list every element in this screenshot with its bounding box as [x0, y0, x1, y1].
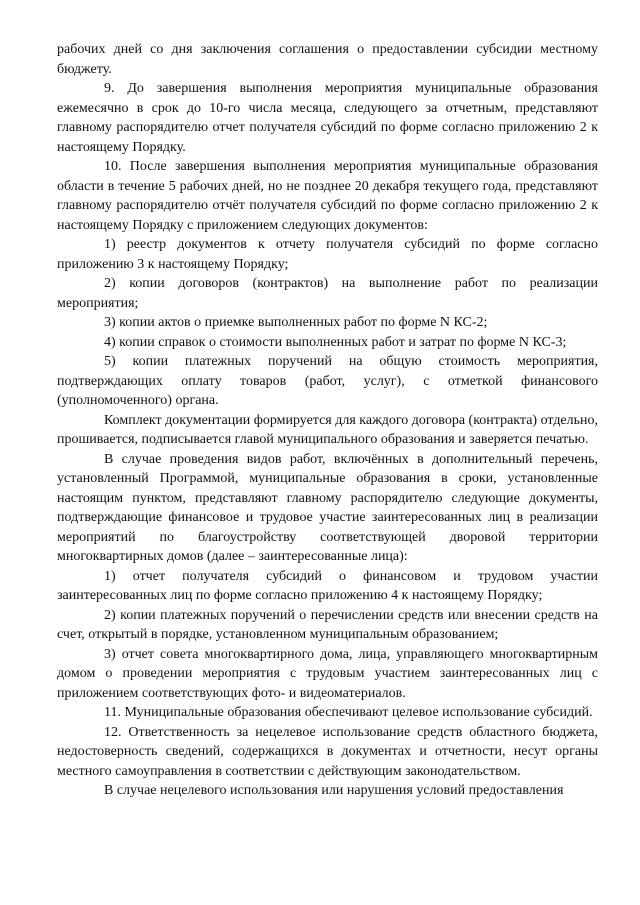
- paragraph-documentation-set: Комплект документации формируется для каждого договора (контракта) отдельно, прошивается, подписывается главой муниципального образования и заверяется печатью.: [57, 412, 599, 447]
- list-item-ks2: 3) копии актов о приемке выполненных работ по форме N КС-2;: [104, 315, 488, 330]
- list-item-payment-orders: 5) копии платежных поручений на общую стоимость мероприятия, подтверждающих оплату товаров (работ, услуг), с отметкой финансового (уполномоченного) органа.: [57, 354, 598, 408]
- list-item-council-report: 3) отчет совета многоквартирного дома, лица, управляющего многоквартирным домом о проведении мероприятия с трудовым участием заинтересованных лиц с приложением соответствующих фото- и видеоматериалов.: [57, 646, 598, 701]
- paragraph-item-10: 10. После завершения выполнения мероприятия муниципальные образования области в течение 5 рабочих дней, но не позднее 20 декабря текущего года, представляют главному распорядителю отчёт получателя субсидий по форме согласно приложению 2 к настоящему Порядку с приложением следующих документов:: [57, 159, 598, 233]
- list-item-registry: 1) реестр документов к отчету получателя субсидий по форме согласно приложению 3 к настоящему Порядку;: [57, 237, 598, 272]
- paragraph-misuse: В случае нецелевого использования или нарушения условий предоставления: [104, 783, 564, 798]
- paragraph-additional-works: В случае проведения видов работ, включённых в дополнительный перечень, установленный Программой, муниципальные образования в сроки, установленные настоящим пунктом, представляют главному распорядителю следующие документы, подтверждающие финансовое и трудовое участие заинтересованных лиц в реализации мероприятий по благоустройству соответствующей дворовой территории многоквартирных домов (далее – заинтересованные лица):: [57, 451, 598, 564]
- paragraph-item-12: 12. Ответственность за нецелевое использование средств областного бюджета, недостоверность сведений, содержащихся в документах и отчетности, несут органы местного самоуправления в соответствии с действующим законодательством.: [57, 724, 598, 779]
- list-item-ks3: 4) копии справок о стоимости выполненных работ и затрат по форме N КС-3;: [104, 334, 567, 350]
- paragraph-continuation: рабочих дней со дня заключения соглашения о предоставлении субсидии местному бюджету.: [57, 42, 598, 77]
- list-item-transfer-orders: 2) копии платежных поручений о перечислении средств или внесении средств на счет, открытый в порядке, установленном муниципальным образованием;: [57, 607, 598, 642]
- list-item-participation-report: 1) отчет получателя субсидий о финансовом и трудовом участии заинтересованных лиц по форме согласно приложению 4 к настоящему Порядку;: [57, 568, 598, 603]
- paragraph-item-9: 9. До завершения выполнения мероприятия муниципальные образования ежемесячно в срок до 10-го числа месяца, следующего за отчетным, представляют главному распорядителю отчет получателя субсидий по форме согласно приложению 2 к настоящему Порядку.: [57, 81, 598, 155]
- paragraph-item-11: 11. Муниципальные образования обеспечивают целевое использование субсидий.: [104, 705, 593, 720]
- list-item-contracts: 2) копии договоров (контрактов) на выполнение работ по реализации мероприятия;: [57, 276, 598, 311]
